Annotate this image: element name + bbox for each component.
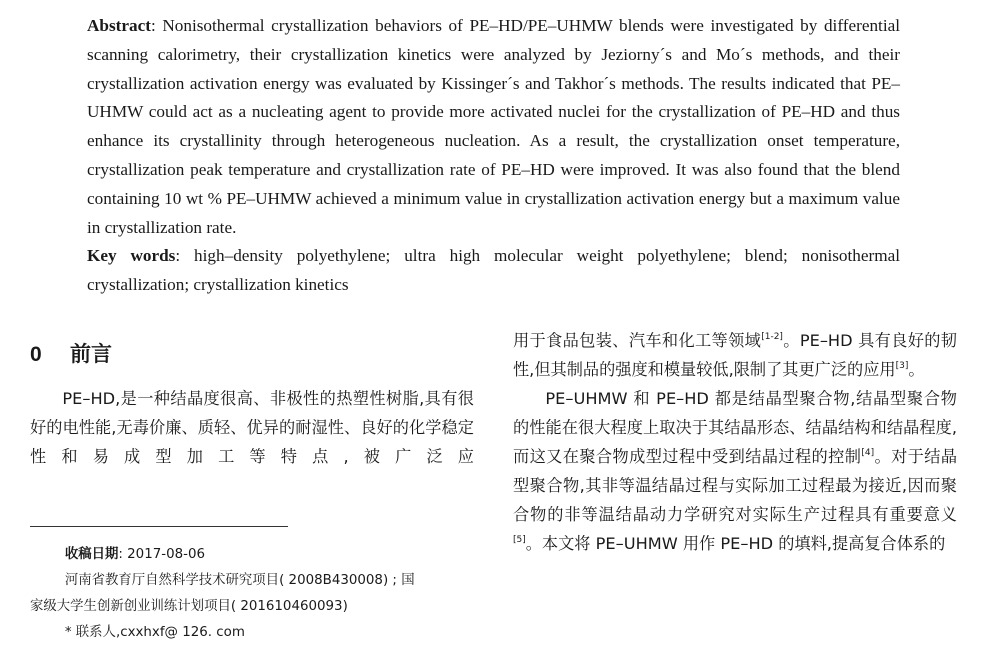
right-paragraph-2 [513, 384, 957, 558]
citation-4[interactable]: [4] [861, 448, 875, 458]
received-value: : 2017-08-06 [118, 547, 205, 562]
citation-1-2[interactable]: [1-2] [761, 332, 783, 342]
keywords-text: : high–density polyethylene; ultra high molecular weight polyethylene; blend; nonisothermal crystallization; crystallization kinetics [87, 246, 900, 295]
keywords-label: Key words [87, 246, 176, 266]
p1-text-a: 用于食品包装、汽车和化工等领域 [513, 331, 762, 350]
right-column [513, 326, 957, 558]
section-heading [30, 340, 474, 370]
contact-line: * 联系人,cxxhxf@ 126. com [64, 625, 245, 640]
p2-text-b: 。对于结晶型聚合物,其非等温结晶过程与实际加工过程最为接近,因而聚合物的非等温结晶动力学研究对实际生产过程具有重要意义 [513, 447, 958, 524]
p2-text-a: PE–UHMW 和 PE–HD 都是结晶型聚合物,结晶型聚合物的性能在很大程度上取决于其结晶形态、结晶结构和结晶程度,而这又在聚合物成型过程中受到结晶过程的控制 [513, 389, 957, 466]
abstract-text: : Nonisothermal crystallization behaviors of PE–HD/PE–UHMW blends were investigated by differential scanning calorimetry, their crystallization kinetics were analyzed by Jeziorny´s and Mo´s methods, and their crystallization activation energy was evaluated by Kissinger´s and Takhor´s methods. The results indicated that PE–UHMW could act as a nucleating agent to provide more activated nuclei for the crystallization of PE–HD and thus enhance its crystallinity through heterogeneous nucleation. As a result, the crystallization onset temperature, crystallization peak temperature and crystallization rate of PE–HD were improved. It was also found that the blend containing 10 wt % PE–UHMW achieved a minimum value in crystallization activation energy but a maximum value in crystallization rate. [87, 16, 900, 237]
footnotes [30, 542, 474, 646]
abstract-label: Abstract [87, 16, 151, 35]
received-date [30, 542, 474, 568]
abstract-paragraph [87, 12, 900, 242]
p2-text-c: 。本文将 PE–UHMW 用作 PE–HD 的填料,提高复合体系的 [525, 534, 946, 553]
intro-paragraph: PE–HD,是一种结晶度很高、非极性的热塑性树脂,具有很好的电性能,无毒价廉、质轻、优异的耐湿性、良好的化学稳定性和易成型加工等特点,被广泛应 [30, 389, 474, 466]
citation-3[interactable]: [3] [895, 361, 909, 371]
left-column [30, 340, 474, 471]
citation-5[interactable]: [5] [513, 535, 526, 545]
received-label: 收稿日期 [64, 547, 119, 562]
footnote-divider [30, 526, 288, 527]
section-title: 前言 [70, 343, 112, 366]
p1-text-c: 。 [908, 360, 925, 379]
funding-line-2: 家级大学生创新创业训练计划项目( 201610460093) [30, 599, 348, 614]
keywords-paragraph [87, 242, 900, 300]
section-number: 0 [30, 343, 42, 366]
p1-text-b: 。PE–HD 具有良好的韧性,但其制品的强度和模量较低,限制了其更广泛的应用 [513, 331, 957, 379]
right-paragraph-1 [513, 326, 957, 384]
funding-line-1: 河南省教育厅自然科学技术研究项目( 2008B430008) ; 国 [64, 573, 415, 588]
abstract-block [87, 12, 900, 300]
